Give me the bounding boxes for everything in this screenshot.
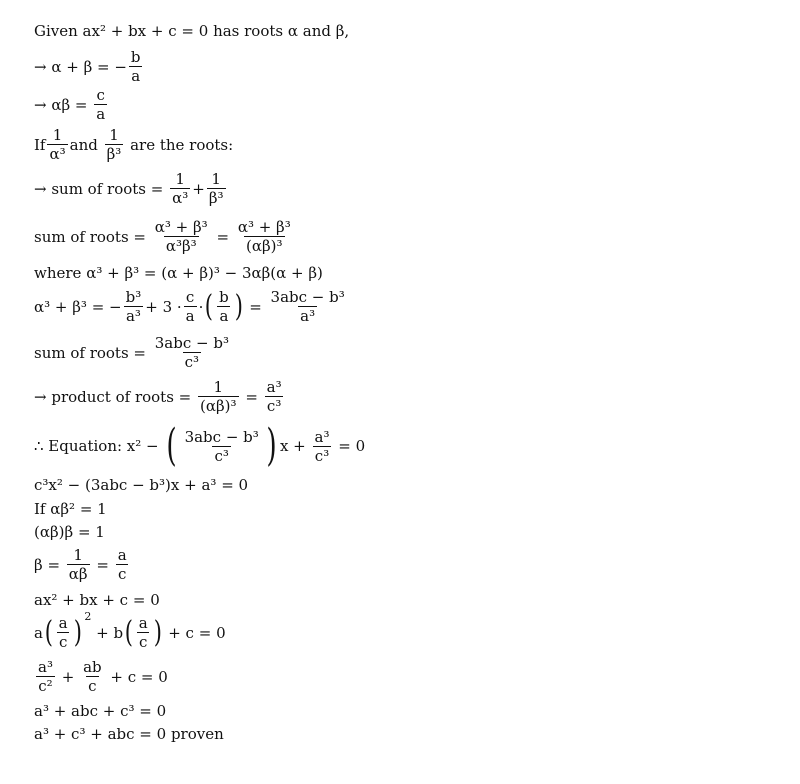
numerator: a³ [314,427,330,446]
right-paren: ) [73,614,82,650]
denominator: c [117,565,127,583]
product-of-roots-line [34,378,286,415]
line-text: ax² + bx + c = 0 [34,591,160,609]
condition-line [34,500,107,518]
condition-rewrite-line [34,523,105,541]
cube-sum-line [34,288,349,325]
line-text: and [69,135,103,154]
denominator: a [219,307,229,325]
line-text: β = [34,555,65,574]
fraction [183,428,261,465]
fraction [170,170,190,207]
numerator: b³ [125,288,142,306]
line-text: + 3 · [145,297,182,316]
fraction [36,658,55,695]
given-line [34,22,349,40]
denominator: c³ [266,397,282,415]
operator: = [240,387,263,406]
left-paren: ( [44,614,53,650]
fraction [265,378,284,415]
final-equation-line [34,476,248,494]
line-text: If αβ² = 1 [34,500,107,518]
line-text: → sum of roots = [34,179,169,198]
denominator: a [131,67,141,85]
right-paren: ) [266,420,277,471]
numerator: c [185,288,195,306]
fraction [129,48,143,85]
fraction [116,546,129,583]
right-paren: ) [234,288,243,324]
line-text: c³x² − (3abc − b³)x + a³ = 0 [34,476,249,494]
denominator: c³ [184,353,200,371]
fraction [184,288,197,325]
line-text: sum of roots = [34,227,151,246]
line-text: ∴ Equation: x² − [34,437,164,455]
denominator: c³ [314,446,330,465]
denominator: α³β³ [165,237,197,255]
line-text: α³ + β³ = − [34,297,122,316]
denominator: a³ [300,307,316,325]
fraction [81,658,104,695]
denominator: a [96,105,106,123]
denominator: c [88,677,97,695]
cube-relation-line [34,702,166,720]
numerator: 1 [213,378,224,396]
simplified-line [34,658,168,695]
fraction [137,614,150,651]
line-text: + b [91,623,124,642]
line-text: where α³ + β³ = (α + β)³ − 3αβ(α + β) [34,264,323,282]
operator: = [211,227,234,246]
numerator: 1 [52,126,63,144]
numerator: a [138,614,148,632]
numerator: α³ + β³ [237,218,291,236]
line-text: + c = 0 [105,667,168,686]
denominator: (αβ)³ [246,237,283,255]
operator: · [198,297,204,316]
denominator: a [185,307,195,325]
fraction [313,428,332,465]
line-text: = 0 [333,437,366,455]
numerator: 3abc − b³ [154,334,229,352]
fraction [47,126,67,163]
operator: = [244,297,267,316]
right-paren: ) [153,614,162,650]
sum-alpha-beta-line [34,48,145,85]
operator: + [192,179,205,198]
fraction [217,288,231,325]
identity-line [34,264,323,282]
denominator: c² [38,677,53,695]
numerator: a³ [266,378,282,396]
denominator: β³ [106,145,122,163]
fraction [57,614,70,651]
proven-line [34,725,224,743]
fraction [153,334,231,371]
line-text: + c = 0 [163,623,226,642]
left-paren: ( [205,288,214,324]
fraction [153,218,210,255]
sum-of-roots-line [34,170,228,207]
denominator: a³ [125,307,141,325]
numerator: 3abc − b³ [184,427,259,446]
fraction [198,378,239,415]
numerator: 1 [73,546,83,564]
left-paren: ( [166,420,178,471]
numerator: a [117,546,127,564]
substitution-line [34,610,226,651]
numerator: 1 [211,170,221,188]
numerator: b [130,48,141,66]
line-text: a³ + c³ + abc = 0 proven [34,725,224,743]
sum-of-roots-expanded-line [34,218,295,255]
line-text: x + [279,437,311,455]
exponent: 2 [84,610,92,623]
fraction [269,288,347,325]
denominator: c [58,633,68,651]
denominator: (αβ)³ [200,397,237,415]
denominator: c³ [214,446,229,465]
line-text: If [34,135,46,154]
quadratic-line [34,591,160,609]
line-text: → αβ = [34,95,93,114]
numerator: a³ [38,658,53,676]
sum-of-roots-result-line [34,334,233,371]
numerator: b [219,288,229,306]
line-text: a [34,623,43,642]
denominator: α³ [172,189,189,207]
left-paren: ( [124,614,134,650]
numerator: 1 [175,170,185,188]
numerator: α³ + β³ [154,218,208,236]
new-roots-line [34,126,233,163]
line-text: are the roots: [125,135,234,154]
product-alpha-beta-line [34,86,109,123]
line-text: sum of roots = [34,343,151,362]
line-text: (αβ)β = 1 [34,523,105,541]
given-text: Given ax² + bx + c = 0 has roots α and β, [34,22,350,40]
numerator: ab [83,658,102,676]
numerator: c [96,86,105,104]
denominator: c [139,633,148,651]
fraction [105,126,124,163]
operator: = [91,555,114,574]
operator: + [56,667,80,686]
beta-value-line [34,546,131,583]
line-text: → product of roots = [34,387,197,406]
fraction [124,288,144,325]
line-text: a³ + abc + c³ = 0 [34,702,167,720]
numerator: 1 [109,126,119,144]
equation-line [34,420,366,471]
fraction [207,170,226,207]
line-text: → α + β = − [34,57,127,76]
fraction [236,218,293,255]
denominator: α³ [49,145,66,163]
fraction [94,86,107,123]
denominator: β³ [208,189,224,207]
fraction [67,546,90,583]
numerator: a [58,614,68,632]
numerator: 3abc − b³ [270,288,345,306]
denominator: αβ [68,565,88,583]
